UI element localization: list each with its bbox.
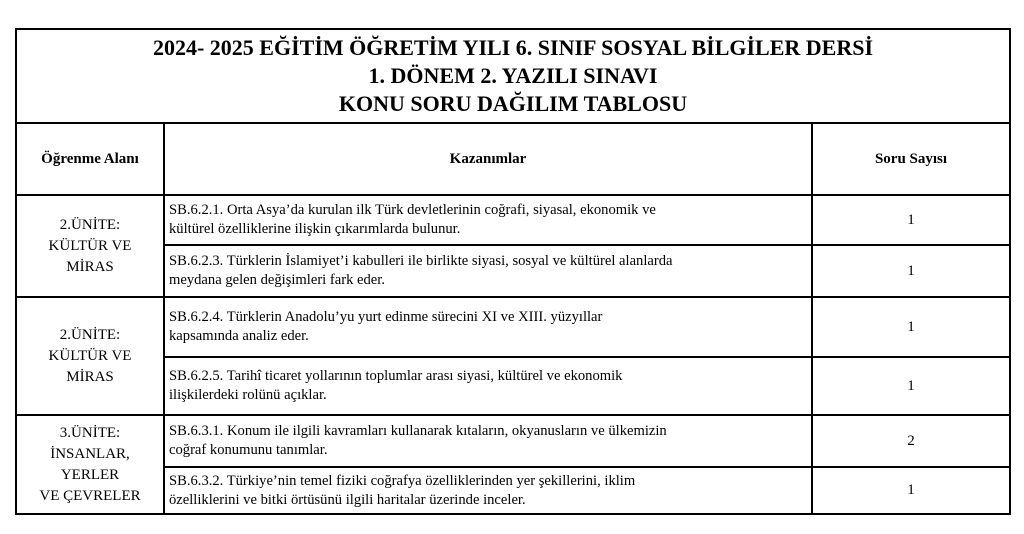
question-count-cell: 1 <box>812 195 1010 245</box>
question-count-cell: 1 <box>812 297 1010 357</box>
table-row <box>16 245 1010 297</box>
question-count-cell: 2 <box>812 415 1010 467</box>
question-count-cell: 1 <box>812 357 1010 415</box>
learning-area-cell: 2.ÜNİTE: KÜLTÜR VE MİRAS <box>16 297 164 415</box>
learning-area-cell: 2.ÜNİTE: KÜLTÜR VE MİRAS <box>16 195 164 297</box>
outcome-cell: SB.6.3.2. Türkiye’nin temel fiziki coğrafya özelliklerinden yer şekillerini, iklim özelliklerini ve bitki örtüsünü ilgili haritalar üzerinde inceler. <box>164 467 812 514</box>
header-question-count: Soru Sayısı <box>812 123 1010 195</box>
table-row <box>16 467 1010 514</box>
title-line-3: KONU SORU DAĞILIM TABLOSU <box>338 91 688 116</box>
learning-area-cell: 3.ÜNİTE: İNSANLAR, YERLER VE ÇEVRELER <box>16 415 164 514</box>
table-row <box>16 297 1010 357</box>
outcome-cell: SB.6.2.3. Türklerin İslamiyet’i kabulleri ile birlikte siyasi, sosyal ve kültürel alanlarda meydana gelen değişimleri fark eder. <box>164 245 812 297</box>
table-row <box>16 415 1010 467</box>
exam-distribution-sheet <box>15 28 1009 515</box>
question-count-cell: 1 <box>812 467 1010 514</box>
title-line-2: 1. DÖNEM 2. YAZILI SINAVI <box>368 63 658 88</box>
table-title <box>16 29 1010 123</box>
question-count-cell: 1 <box>812 245 1010 297</box>
header-outcomes: Kazanımlar <box>164 123 812 195</box>
table-row <box>16 357 1010 415</box>
outcome-cell: SB.6.2.4. Türklerin Anadolu’yu yurt edinme sürecini XI ve XIII. yüzyıllar kapsamında analiz eder. <box>164 297 812 357</box>
table-row <box>16 195 1010 245</box>
outcome-cell: SB.6.2.1. Orta Asya’da kurulan ilk Türk devletlerinin coğrafi, siyasal, ekonomik ve kültürel özelliklerine ilişkin çıkarımlarda bulunur. <box>164 195 812 245</box>
outcome-cell: SB.6.2.5. Tarihî ticaret yollarının toplumlar arası siyasi, kültürel ve ekonomik ilişkilerdeki rolünü açıklar. <box>164 357 812 415</box>
title-line-1: 2024- 2025 EĞİTİM ÖĞRETİM YILI 6. SINIF SOSYAL BİLGİLER DERSİ <box>152 35 874 60</box>
distribution-table <box>15 28 1011 515</box>
header-learning-area: Öğrenme Alanı <box>16 123 164 195</box>
outcome-cell: SB.6.3.1. Konum ile ilgili kavramları kullanarak kıtaların, okyanusların ve ülkemizin coğraf konumunu tanımlar. <box>164 415 812 467</box>
